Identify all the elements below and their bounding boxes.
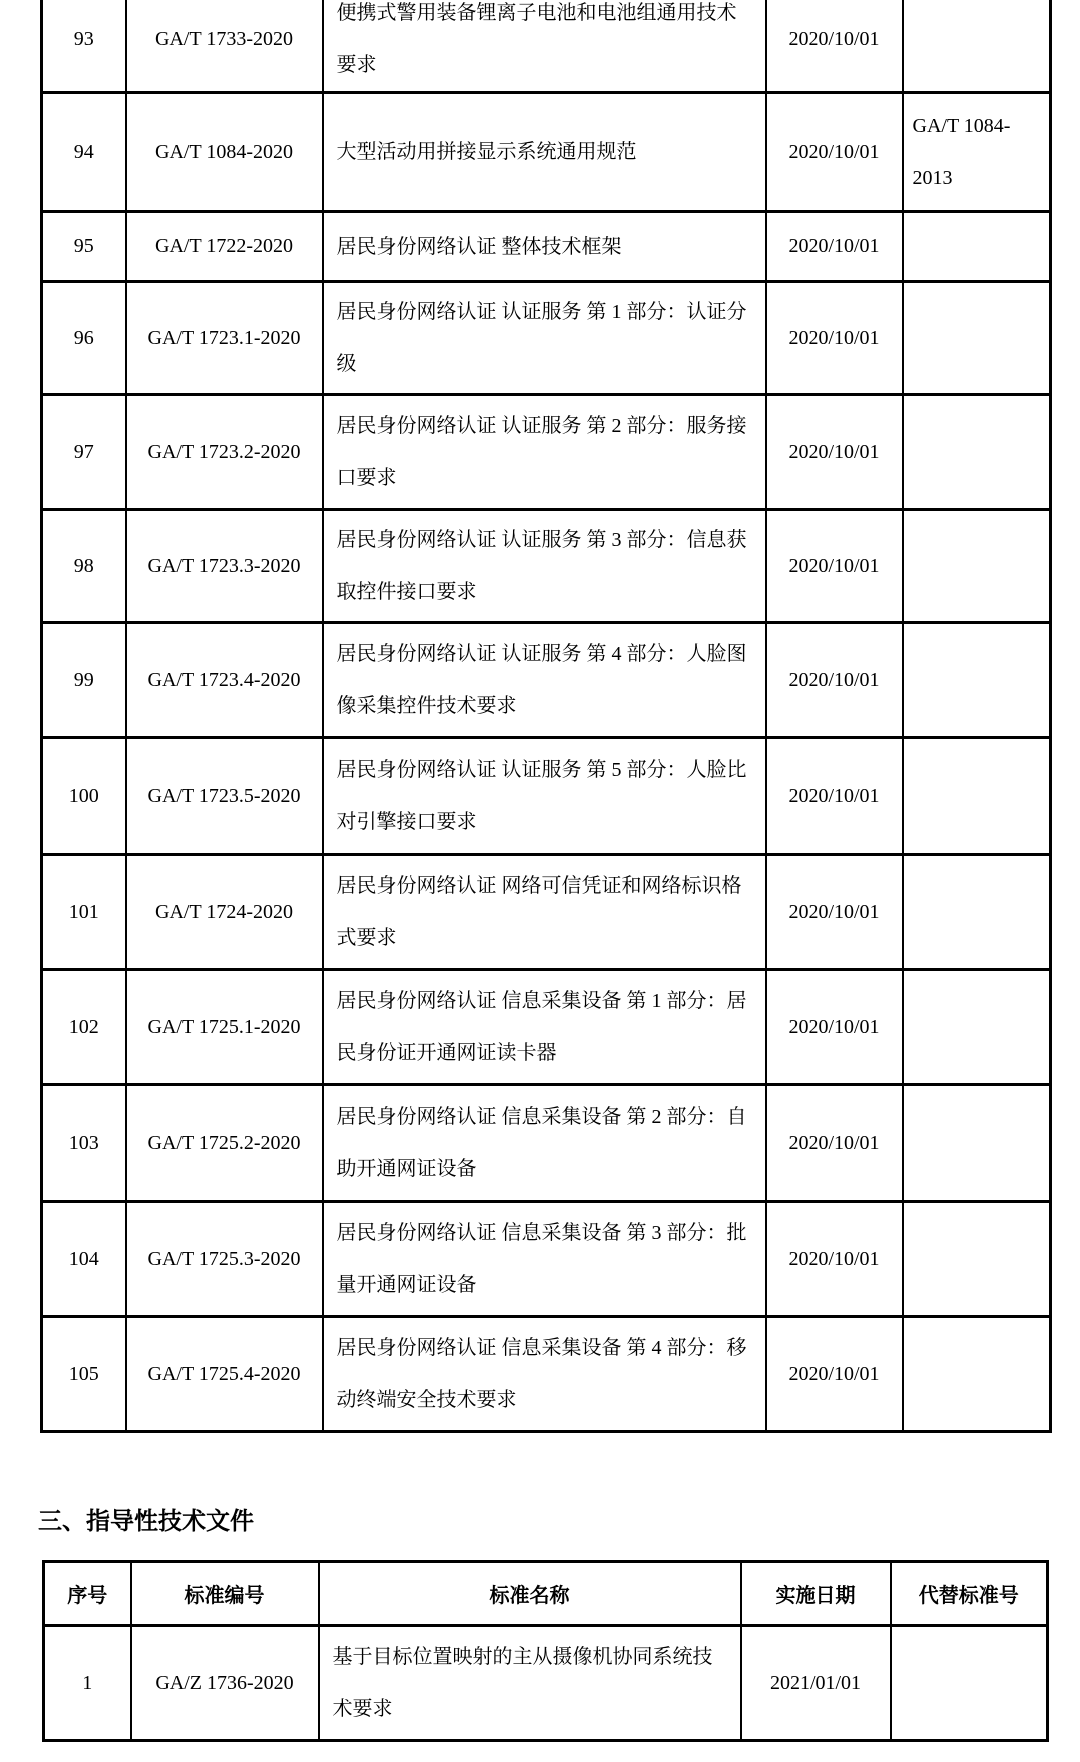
table-row [42, 623, 1051, 738]
standard-name-cell: 便携式警用装备锂离子电池和电池组通用技术要求 [323, 0, 766, 93]
table-row [42, 0, 1051, 93]
implementation-date-cell: 2020/10/01 [766, 855, 903, 970]
column-header-date: 实施日期 [741, 1562, 891, 1626]
serial-number-cell: 103 [42, 1085, 126, 1202]
standard-code-cell: GA/Z 1736-2020 [131, 1626, 319, 1741]
implementation-date-cell: 2020/10/01 [766, 738, 903, 855]
implementation-date-cell: 2020/10/01 [766, 282, 903, 395]
table-row [42, 855, 1051, 970]
column-header-code: 标准编号 [131, 1562, 319, 1626]
standard-name-cell: 居民身份网络认证 信息采集设备 第 1 部分：居民身份证开通网证读卡器 [323, 970, 766, 1085]
serial-number-cell: 95 [42, 212, 126, 282]
standard-code-cell: GA/T 1723.5-2020 [126, 738, 323, 855]
serial-number-cell: 100 [42, 738, 126, 855]
standard-name-cell: 居民身份网络认证 网络可信凭证和网络标识格式要求 [323, 855, 766, 970]
serial-number-cell: 98 [42, 510, 126, 623]
serial-number-cell: 93 [42, 0, 126, 93]
standard-code-cell: GA/T 1723.2-2020 [126, 395, 323, 510]
serial-number-cell: 101 [42, 855, 126, 970]
serial-number-cell: 96 [42, 282, 126, 395]
standard-name-cell: 大型活动用拼接显示系统通用规范 [323, 93, 766, 212]
table-header-row [44, 1562, 1048, 1626]
replaced-standard-cell [903, 1085, 1051, 1202]
column-header-serial: 序号 [44, 1562, 131, 1626]
guidance-documents-table [42, 1560, 1049, 1742]
standard-name-cell: 居民身份网络认证 认证服务 第 1 部分：认证分级 [323, 282, 766, 395]
implementation-date-cell: 2020/10/01 [766, 212, 903, 282]
implementation-date-cell: 2020/10/01 [766, 623, 903, 738]
standard-name-cell: 居民身份网络认证 认证服务 第 2 部分：服务接口要求 [323, 395, 766, 510]
implementation-date-cell: 2020/10/01 [766, 1202, 903, 1317]
standard-name-cell: 居民身份网络认证 认证服务 第 3 部分：信息获取控件接口要求 [323, 510, 766, 623]
standard-code-cell: GA/T 1084-2020 [126, 93, 323, 212]
standard-code-cell: GA/T 1722-2020 [126, 212, 323, 282]
standard-code-cell: GA/T 1723.4-2020 [126, 623, 323, 738]
serial-number-cell: 99 [42, 623, 126, 738]
replaced-standard-cell [903, 395, 1051, 510]
serial-number-cell: 1 [44, 1626, 131, 1741]
implementation-date-cell: 2020/10/01 [766, 0, 903, 93]
standards-table-continued [40, 0, 1052, 1433]
standard-code-cell: GA/T 1723.3-2020 [126, 510, 323, 623]
replaced-standard-cell [903, 212, 1051, 282]
table-row [42, 738, 1051, 855]
standard-code-cell: GA/T 1725.1-2020 [126, 970, 323, 1085]
standard-code-cell: GA/T 1733-2020 [126, 0, 323, 93]
standard-code-cell: GA/T 1725.4-2020 [126, 1317, 323, 1432]
replaced-standard-cell [903, 970, 1051, 1085]
standard-name-cell: 居民身份网络认证 整体技术框架 [323, 212, 766, 282]
serial-number-cell: 94 [42, 93, 126, 212]
replaced-standard-cell [903, 282, 1051, 395]
table-row [42, 93, 1051, 212]
standard-code-cell: GA/T 1725.3-2020 [126, 1202, 323, 1317]
standard-name-cell: 居民身份网络认证 认证服务 第 5 部分：人脸比对引擎接口要求 [323, 738, 766, 855]
standard-code-cell: GA/T 1725.2-2020 [126, 1085, 323, 1202]
column-header-name: 标准名称 [319, 1562, 741, 1626]
replaced-standard-cell [903, 855, 1051, 970]
serial-number-cell: 104 [42, 1202, 126, 1317]
replaced-standard-cell [903, 738, 1051, 855]
table-row [42, 1317, 1051, 1432]
table-row [42, 510, 1051, 623]
replaced-standard-cell: GA/T 1084-2013 [903, 93, 1051, 212]
table-row [42, 1202, 1051, 1317]
implementation-date-cell: 2020/10/01 [766, 970, 903, 1085]
standard-name-cell: 居民身份网络认证 信息采集设备 第 4 部分：移动终端安全技术要求 [323, 1317, 766, 1432]
replaced-standard-cell [903, 623, 1051, 738]
standard-code-cell: GA/T 1723.1-2020 [126, 282, 323, 395]
replaced-standard-cell [903, 1317, 1051, 1432]
implementation-date-cell: 2020/10/01 [766, 395, 903, 510]
serial-number-cell: 105 [42, 1317, 126, 1432]
implementation-date-cell: 2020/10/01 [766, 1085, 903, 1202]
standard-code-cell: GA/T 1724-2020 [126, 855, 323, 970]
standard-name-cell: 基于目标位置映射的主从摄像机协同系统技术要求 [319, 1626, 741, 1741]
table-row [42, 395, 1051, 510]
implementation-date-cell: 2020/10/01 [766, 510, 903, 623]
replaced-standard-cell [891, 1626, 1048, 1741]
section-heading: 三、指导性技术文件 [38, 1508, 254, 1535]
table-row [42, 1085, 1051, 1202]
standard-name-cell: 居民身份网络认证 认证服务 第 4 部分：人脸图像采集控件技术要求 [323, 623, 766, 738]
implementation-date-cell: 2020/10/01 [766, 1317, 903, 1432]
table-row [42, 212, 1051, 282]
standard-name-cell: 居民身份网络认证 信息采集设备 第 3 部分：批量开通网证设备 [323, 1202, 766, 1317]
implementation-date-cell: 2021/01/01 [741, 1626, 891, 1741]
serial-number-cell: 97 [42, 395, 126, 510]
replaced-standard-cell [903, 1202, 1051, 1317]
implementation-date-cell: 2020/10/01 [766, 93, 903, 212]
table-row [42, 282, 1051, 395]
standard-name-cell: 居民身份网络认证 信息采集设备 第 2 部分：自助开通网证设备 [323, 1085, 766, 1202]
table-row [42, 970, 1051, 1085]
replaced-standard-cell [903, 0, 1051, 93]
replaced-standard-cell [903, 510, 1051, 623]
table-row [44, 1626, 1048, 1741]
column-header-replaces: 代替标准号 [891, 1562, 1048, 1626]
serial-number-cell: 102 [42, 970, 126, 1085]
